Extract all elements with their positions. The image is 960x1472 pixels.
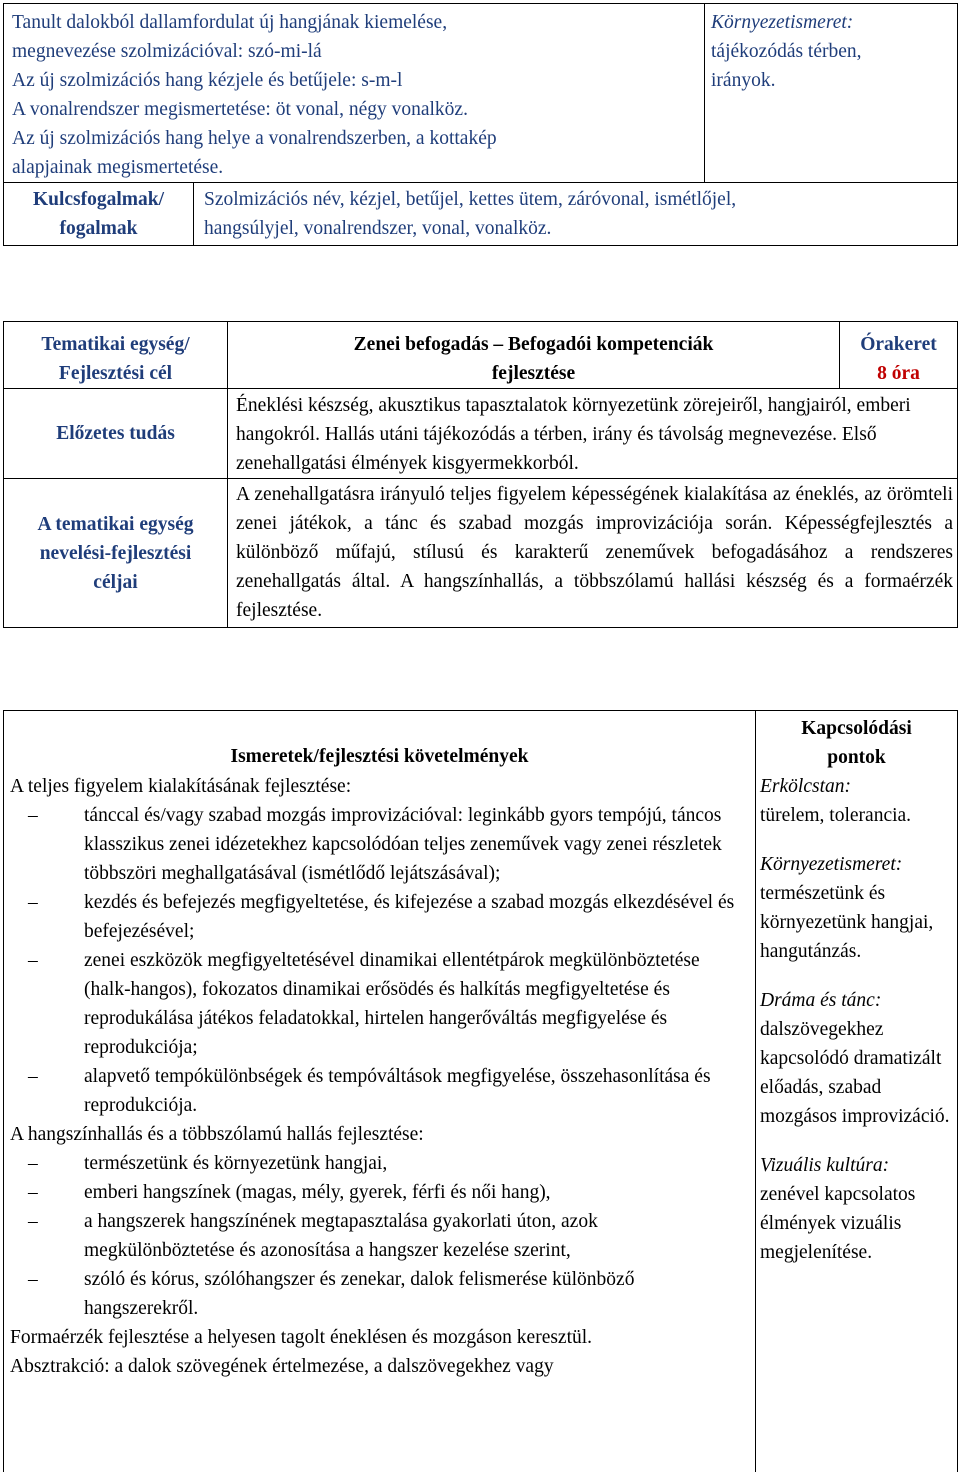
dash-bullet: –: [28, 805, 38, 826]
goals-label-2: nevelési-fejlesztési: [39, 542, 192, 564]
link-drama: [760, 986, 953, 1131]
learned-line-3: Az új szolmizációs hang kézjele és betűjele: s-m-l: [12, 70, 403, 91]
dash-bullet: –: [28, 950, 38, 971]
key-concepts-text-cell: [194, 183, 958, 246]
list-item-text: szóló és kórus, szólóhangszer és zenekar, dalok felismerése különböző hangszerekről.: [84, 1269, 635, 1319]
links-header-cell: [756, 711, 958, 773]
hours-label: Órakeret: [860, 334, 937, 355]
unit-title-1: Zenei befogadás – Befogadói kompetenciák: [353, 334, 714, 355]
links-header-1: Kapcsolódási: [801, 718, 912, 739]
link-ethics: [760, 772, 953, 830]
goals-label-cell: [4, 479, 228, 628]
env-link-cell: [705, 4, 958, 183]
goals-label-1: A tematikai egység: [37, 513, 194, 535]
unit-label-cell: [4, 322, 228, 389]
link-visual-title: Vizuális kultúra:: [760, 1155, 890, 1176]
list-item-text: alapvető tempókülönbségek és tempóváltások megfigyelése, összehasonlítása és reprodukciója.: [84, 1066, 711, 1116]
hours-cell: [840, 322, 958, 389]
requirements-body-cell: [4, 772, 756, 1472]
dash-bullet: –: [28, 1066, 38, 1087]
requirements-table: [3, 710, 958, 1472]
prior-knowledge-label-cell: [4, 389, 228, 479]
list-item: [10, 946, 741, 1062]
learned-line-5: Az új szolmizációs hang helye a vonalrendszerben, a kottakép: [12, 128, 497, 149]
link-drama-title: Dráma és tánc:: [760, 990, 882, 1011]
key-concepts-line-2: hangsúlyjel, vonalrendszer, vonal, vonalköz.: [204, 218, 552, 239]
link-environment-text: természetünk és környezetünk hangjai, hangutánzás.: [760, 883, 934, 962]
dash-bullet: –: [28, 1211, 38, 1232]
env-link-line-2: irányok.: [711, 70, 776, 91]
key-concepts-label-1: Kulcsfogalmak/: [32, 189, 165, 210]
prior-knowledge-label: Előzetes tudás: [56, 423, 175, 444]
unit-title-cell: [228, 322, 840, 389]
prior-knowledge-text-cell: [228, 389, 958, 479]
goals-text-cell: [228, 479, 958, 628]
unit-label-1: Tematikai egység/: [41, 334, 190, 355]
prior-knowledge-text: Éneklési készség, akusztikus tapasztalatok környezetünk zörejeiről, hangjairól, emberi hangokról. Hallás utáni tájékozódás a térben, irány és távolság megnevezése. Első zenehallgatási élmények kisgyermekkorból.: [236, 395, 911, 474]
unit-table: [3, 321, 958, 628]
learned-line-6: alapjainak megismertetése.: [12, 157, 224, 178]
list-item: [10, 1062, 741, 1120]
dash-bullet: –: [28, 1182, 38, 1203]
link-ethics-text: türelem, tolerancia.: [760, 805, 912, 826]
links-body-cell: [756, 772, 958, 1472]
unit-title-2: fejlesztése: [491, 363, 576, 384]
requirements-header-cell: [4, 711, 756, 773]
requirements-header: Ismeretek/fejlesztési követelmények: [230, 746, 529, 767]
link-visual-text: zenével kapcsolatos élmények vizuális megjelenítése.: [760, 1184, 916, 1263]
list-item-text: zenei eszközök megfigyeltetésével dinamikai ellentétpárok megkülönböztetése (halk-hangos), fokozatos dinamikai erősödés és halkítás megfigyeltetése és reprodukálása játékos feladatokkal, hirtelen hangerőváltás megfigyelése és reprodukciója;: [84, 950, 700, 1058]
list-item: [10, 1149, 741, 1178]
list-item-text: emberi hangszínek (magas, mély, gyerek, férfi és női hang),: [84, 1182, 551, 1203]
links-header-2: pontok: [827, 747, 886, 768]
dash-bullet: –: [28, 892, 38, 913]
list-item-text: természetünk és környezetünk hangjai,: [84, 1153, 388, 1174]
hours-value: 8 óra: [877, 363, 920, 384]
key-concepts-line-1: Szolmizációs név, kézjel, betűjel, kettes ütem, záróvonal, ismétlőjel,: [204, 189, 737, 210]
abstraction-paragraph: Absztrakció: a dalok szövegének értelmezése, a dalszövegekhez vagy: [10, 1356, 554, 1377]
link-ethics-title: Erkölcstan:: [760, 776, 851, 797]
list-item: [10, 1265, 741, 1323]
list-item-text: a hangszerek hangszínének megtapasztalása gyakorlati úton, azok megkülönböztetése és azonosítása a hangszer kezelése szerint,: [84, 1211, 598, 1261]
env-link-title: Környezetismeret:: [711, 12, 854, 33]
dash-bullet: –: [28, 1153, 38, 1174]
env-link-line-1: tájékozódás térben,: [711, 41, 862, 62]
top-table: [3, 3, 958, 246]
list-item-text: kezdés és befejezés megfigyeltetése, és kifejezése a szabad mozgás elkezdésével és befejezésével;: [84, 892, 735, 942]
goals-label-3: céljai: [93, 571, 138, 593]
section1-title: A teljes figyelem kialakításának fejlesztése:: [10, 776, 352, 797]
learned-line-1: Tanult dalokból dallamfordulat új hangjának kiemelése,: [12, 12, 448, 33]
unit-label-2: Fejlesztési cél: [58, 363, 173, 384]
list-item: [10, 801, 741, 888]
link-environment: [760, 850, 953, 966]
dash-bullet: –: [28, 1269, 38, 1290]
section2-title: A hangszínhallás és a többszólamú hallás fejlesztése:: [10, 1124, 424, 1145]
link-drama-text: dalszövegekhez kapcsolódó dramatizált előadás, szabad mozgásos improvizáció.: [760, 1019, 950, 1127]
list-item-text: tánccal és/vagy szabad mozgás improvizációval: leginkább gyors tempójú, táncos klasszikus zenei idézetekhez kapcsolódóan teljes zeneművek vagy zenei részletek többszöri meghallgatásával (ismétlődő lejátszásával);: [84, 805, 722, 884]
goals-text: A zenehallgatásra irányuló teljes figyelem képességének kialakítása az éneklés, az örömteli zenei játékok, a tánc és szabad mozgás improvizációja során. Képességfejlesztés a különböző műfajú, stílusú és karakterű zeneművek befogadásához a rendszeres zenehallgatás által. A hangszínhallás, a többszólamú hallási készség és a formaérzék fejlesztése.: [236, 484, 953, 621]
learned-line-4: A vonalrendszer megismertetése: öt vonal, négy vonalköz.: [12, 99, 468, 120]
key-concepts-label-cell: [4, 183, 194, 246]
list-item: [10, 888, 741, 946]
list-item: [10, 1178, 741, 1207]
learned-songs-cell: [4, 4, 705, 183]
form-sense-paragraph: Formaérzék fejlesztése a helyesen tagolt éneklésen és mozgáson keresztül.: [10, 1327, 593, 1348]
link-environment-title: Környezetismeret:: [760, 854, 903, 875]
list-item: [10, 1207, 741, 1265]
key-concepts-label-2: fogalmak: [59, 218, 138, 239]
learned-line-2: megnevezése szolmizációval: szó-mi-lá: [12, 41, 322, 62]
link-visual: [760, 1151, 953, 1267]
